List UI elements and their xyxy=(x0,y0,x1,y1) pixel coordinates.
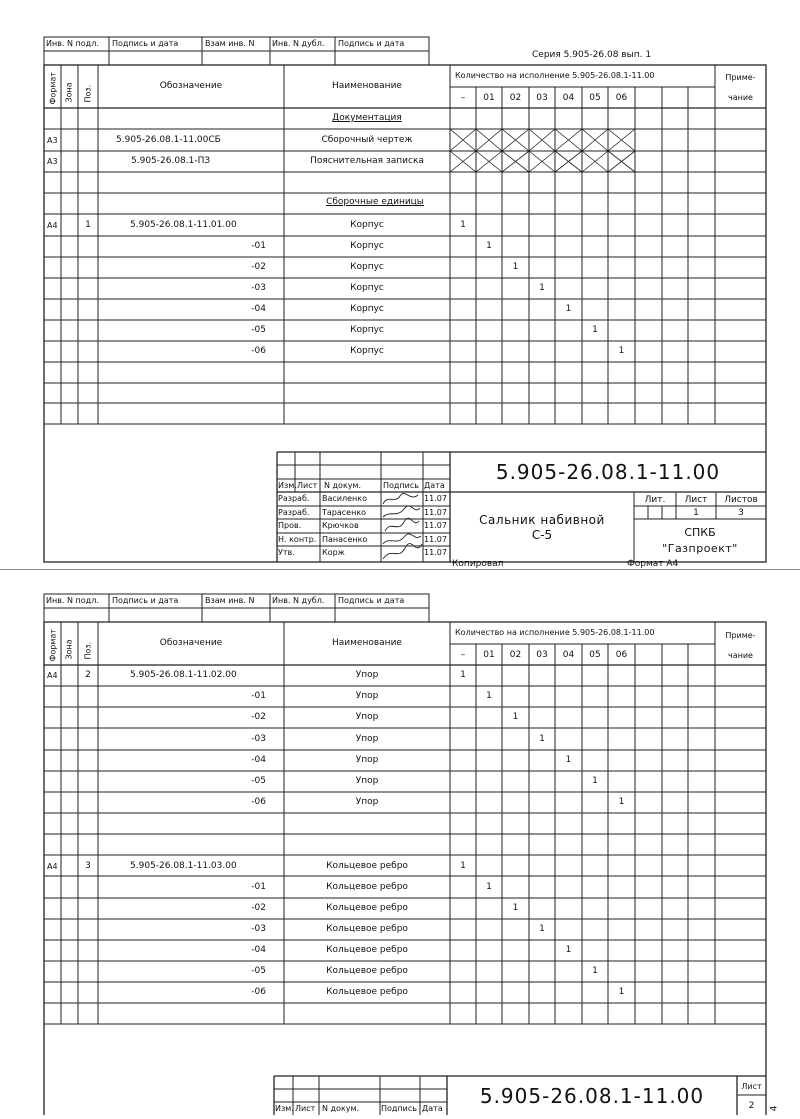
qty-col-6: 06 xyxy=(615,93,628,103)
variant-designation: -03 xyxy=(251,924,266,934)
main2-name: Упор xyxy=(355,670,379,680)
variant-qty: 1 xyxy=(539,283,545,293)
variant-designation: -01 xyxy=(251,882,266,892)
strip-vzam-inv: Взам инв. N xyxy=(205,596,255,605)
variant-qty: 1 xyxy=(592,966,598,976)
variant-qty: 1 xyxy=(592,776,598,786)
col-name-header: Наименование xyxy=(332,638,402,648)
strip-sign-date: Подпись и дата xyxy=(112,596,179,605)
col-designation-header: Обозначение xyxy=(159,638,223,648)
variant-designation: -05 xyxy=(251,776,266,786)
strip-inv-podl: Инв. N подл. xyxy=(46,596,99,605)
variant-qty: 1 xyxy=(486,691,492,701)
qty-col-3: 03 xyxy=(536,93,548,103)
person-name: Тарасенко xyxy=(322,508,367,517)
qty-col-4: 04 xyxy=(562,93,575,103)
variant-designation: -03 xyxy=(251,734,266,744)
col-format-header: Формат xyxy=(48,72,58,105)
strip-inv-podl: Инв. N подл. xyxy=(46,39,99,48)
foot-head-izm: Изм. xyxy=(275,1104,294,1113)
col-qty-header: Количество на исполнение 5.905-26.08.1-11.00 xyxy=(455,628,655,637)
sheets-value: 3 xyxy=(738,508,744,518)
sheet-2-grid xyxy=(0,570,800,1119)
variant-name: Кольцевое ребро xyxy=(326,924,408,934)
sheet-label: Лист xyxy=(684,495,708,505)
person-role: Разраб. xyxy=(278,494,310,503)
col-note-header-2: чание xyxy=(728,651,753,660)
section-units: Сборочные единицы xyxy=(326,197,424,207)
format-label: Формат А4 xyxy=(627,559,679,569)
variant-qty: 1 xyxy=(618,797,625,807)
col-note-header-1: Приме- xyxy=(725,73,756,82)
doc-number: 5.905-26.08.1-11.00 xyxy=(495,460,721,484)
variant-qty: 1 xyxy=(539,924,545,934)
variant-qty: 1 xyxy=(512,262,519,272)
strip-sign-date: Подпись и дата xyxy=(112,39,179,48)
variant-qty: 1 xyxy=(565,304,572,314)
qty-col-6: 06 xyxy=(615,650,628,660)
variant-designation: -06 xyxy=(251,987,266,997)
col-note-header-2: чание xyxy=(728,93,753,102)
strip-sign-date-2: Подпись и дата xyxy=(338,596,405,605)
variant-name: Упор xyxy=(355,691,379,701)
variant-name: Корпус xyxy=(350,262,384,272)
person-date: 11.07 xyxy=(424,548,447,557)
person-date: 11.07 xyxy=(424,508,447,517)
variant-name: Упор xyxy=(355,712,379,722)
strip-inv-dubl: Инв. N дубл. xyxy=(272,39,325,48)
col-name-header: Наименование xyxy=(332,81,402,91)
main2-format: А4 xyxy=(47,671,58,680)
org-name-2: "Газпроект" xyxy=(662,542,738,555)
strip-inv-dubl: Инв. N дубл. xyxy=(272,596,325,605)
product-title-1: Сальник набивной xyxy=(479,513,605,527)
product-title-2: С-5 xyxy=(531,528,553,542)
qty-col-0: – xyxy=(460,650,466,660)
main1-qty: 1 xyxy=(460,220,466,230)
qty-col-1: 01 xyxy=(483,93,495,103)
tb-head-list: Лист xyxy=(297,481,318,490)
variant-designation: -06 xyxy=(251,346,266,356)
variant-name: Кольцевое ребро xyxy=(326,966,408,976)
col-note-header-1: Приме- xyxy=(725,631,756,640)
section-docs: Документация xyxy=(332,113,402,123)
doc2-name: Пояснительная записка xyxy=(310,156,424,166)
signatures xyxy=(383,493,422,559)
tb-head-izm: Изм. xyxy=(278,481,297,490)
variant-name: Кольцевое ребро xyxy=(326,882,408,892)
variant-designation: -04 xyxy=(251,304,266,314)
variant-name: Кольцевое ребро xyxy=(326,987,408,997)
variant-designation: -01 xyxy=(251,691,266,701)
variant-designation: -04 xyxy=(251,945,266,955)
qty-col-4: 04 xyxy=(562,650,575,660)
variant-name: Корпус xyxy=(350,325,384,335)
variant-designation: -02 xyxy=(251,262,266,272)
variant-name: Корпус xyxy=(350,241,384,251)
variant-designation: -02 xyxy=(251,903,266,913)
person-role: Пров. xyxy=(278,521,302,530)
variant-qty: 1 xyxy=(618,346,625,356)
corner-mark: 4 xyxy=(769,1105,780,1112)
sheet-value: 1 xyxy=(693,508,699,518)
col-zone-header: Зона xyxy=(64,639,74,660)
tb-head-sign: Подпись xyxy=(383,481,419,490)
variant-qty: 1 xyxy=(592,325,598,335)
variant-name: Упор xyxy=(355,776,379,786)
tb-head-ndoc: N докум. xyxy=(324,481,362,490)
foot-head-ndoc: N докум. xyxy=(322,1104,360,1113)
variant-qty: 1 xyxy=(486,882,492,892)
doc1-name: Сборочный чертеж xyxy=(321,135,413,145)
foot-head-list: Лист xyxy=(295,1104,316,1113)
person-name: Панасенко xyxy=(322,535,368,544)
variant-designation: -06 xyxy=(251,797,266,807)
main1-name: Корпус xyxy=(350,220,384,230)
col-designation-header: Обозначение xyxy=(159,81,223,91)
qty-col-3: 03 xyxy=(536,650,548,660)
variant-designation: -01 xyxy=(251,241,266,251)
col-qty-header: Количество на исполнение 5.905-26.08.1-11.00 xyxy=(455,71,655,80)
person-date: 11.07 xyxy=(424,535,447,544)
col-zone-header: Зона xyxy=(64,82,74,103)
variant-qty: 1 xyxy=(512,903,519,913)
variant-qty: 1 xyxy=(539,734,545,744)
col-pos-header: Поз. xyxy=(83,84,93,103)
variant-qty: 1 xyxy=(618,987,625,997)
main3-qty: 1 xyxy=(460,861,466,871)
main2-qty: 1 xyxy=(460,670,466,680)
person-name: Корж xyxy=(322,548,345,557)
main3-name: Кольцевое ребро xyxy=(326,861,408,871)
org-name-1: СПКБ xyxy=(684,526,716,539)
variant-designation: -03 xyxy=(251,283,266,293)
main3-format: А4 xyxy=(47,862,58,871)
qty-col-5: 05 xyxy=(589,650,601,660)
foot-sheet-value: 2 xyxy=(748,1101,755,1111)
person-name: Крючков xyxy=(322,521,359,530)
copied-label: Копировал xyxy=(452,559,504,569)
sheet-2 xyxy=(0,570,800,1119)
main2-designation: 5.905-26.08.1-11.02.00 xyxy=(130,670,237,680)
foot-head-date: Дата xyxy=(422,1104,443,1113)
doc-number-sheet-2: 5.905-26.08.1-11.00 xyxy=(479,1084,705,1108)
variant-designation: -05 xyxy=(251,325,266,335)
col-pos-header: Поз. xyxy=(83,641,93,660)
person-date: 11.07 xyxy=(424,494,447,503)
variant-designation: -05 xyxy=(251,966,266,976)
qty-col-2: 02 xyxy=(509,650,522,660)
person-name: Василенко xyxy=(322,494,367,503)
qty-col-1: 01 xyxy=(483,650,495,660)
person-role: Утв. xyxy=(278,548,295,557)
tb-head-date: Дата xyxy=(424,481,445,490)
variant-qty: 1 xyxy=(565,755,572,765)
qty-col-2: 02 xyxy=(509,93,522,103)
main3-pos: 3 xyxy=(85,861,91,871)
person-role: Н. контр. xyxy=(278,535,317,544)
person-date: 11.07 xyxy=(424,521,447,530)
col-format-header: Формат xyxy=(48,629,58,662)
qty-col-5: 05 xyxy=(589,93,601,103)
main3-designation: 5.905-26.08.1-11.03.00 xyxy=(130,861,237,871)
variant-designation: -02 xyxy=(251,712,266,722)
variant-name: Корпус xyxy=(350,346,384,356)
doc1-format: А3 xyxy=(47,136,58,145)
doc2-format: А3 xyxy=(47,157,58,166)
person-role: Разраб. xyxy=(278,508,310,517)
qty-col-0: – xyxy=(460,93,466,103)
foot-sheet-label: Лист xyxy=(741,1082,762,1091)
variant-name: Упор xyxy=(355,755,379,765)
strip-vzam-inv: Взам инв. N xyxy=(205,39,255,48)
main2-pos: 2 xyxy=(85,670,91,680)
strip-sign-date-2: Подпись и дата xyxy=(338,39,405,48)
variant-name: Упор xyxy=(355,797,379,807)
variant-qty: 1 xyxy=(486,241,492,251)
variant-name: Корпус xyxy=(350,283,384,293)
main1-format: А4 xyxy=(47,221,58,230)
lit-label: Лит. xyxy=(644,495,666,505)
variant-name: Кольцевое ребро xyxy=(326,903,408,913)
variant-name: Упор xyxy=(355,734,379,744)
variant-qty: 1 xyxy=(565,945,572,955)
foot-head-sign: Подпись xyxy=(381,1104,417,1113)
main1-pos: 1 xyxy=(85,220,91,230)
variant-name: Корпус xyxy=(350,304,384,314)
sheets-label: Листов xyxy=(724,495,758,505)
doc1-designation: 5.905-26.08.1-11.00СБ xyxy=(116,135,221,145)
variant-designation: -04 xyxy=(251,755,266,765)
doc2-designation: 5.905-26.08.1-ПЗ xyxy=(131,156,211,166)
main1-designation: 5.905-26.08.1-11.01.00 xyxy=(130,220,237,230)
variant-name: Кольцевое ребро xyxy=(326,945,408,955)
variant-qty: 1 xyxy=(512,712,519,722)
series-label: Серия 5.905-26.08 вып. 1 xyxy=(532,50,652,60)
